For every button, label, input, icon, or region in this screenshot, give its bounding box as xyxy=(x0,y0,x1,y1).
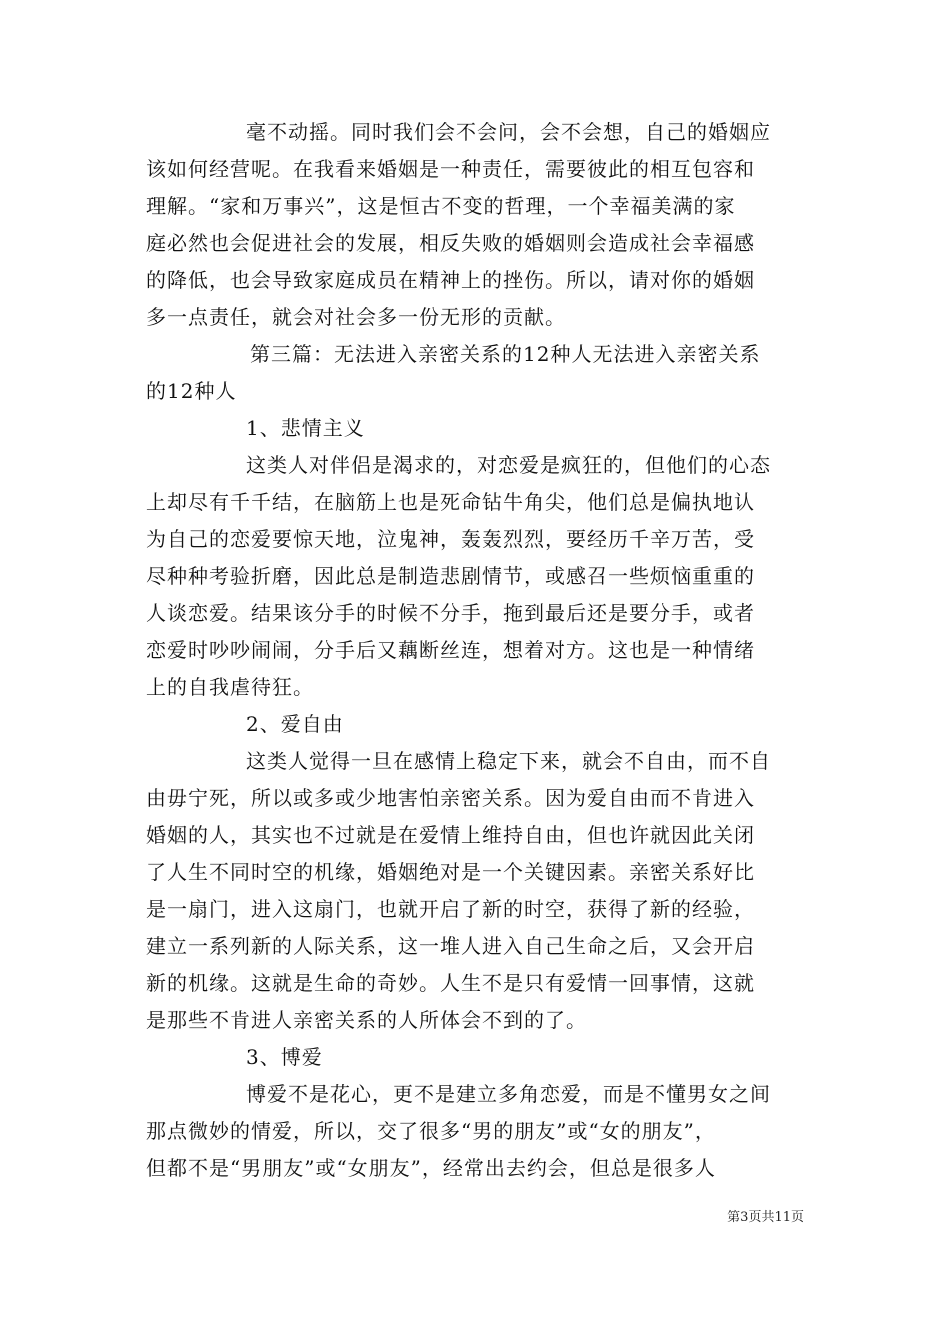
paragraph xyxy=(146,447,806,706)
section-heading xyxy=(146,336,806,410)
text-line: 理解。“家和万事兴”，这是恒古不变的哲理，一个幸福美满的家 xyxy=(146,194,736,218)
text-line: 的降低，也会导致家庭成员在精神上的挫伤。所以，请对你的婚姻 xyxy=(146,268,755,292)
text-line: 1、悲情主义 xyxy=(246,416,365,440)
text-line: 博爱不是花心，更不是建立多角恋爱，而是不懂男女之间 xyxy=(246,1082,771,1106)
list-heading xyxy=(146,706,806,743)
text-line: 2、爱自由 xyxy=(246,712,344,736)
text-line: 这类人觉得一旦在感情上稳定下来，就会不自由，而不自 xyxy=(246,749,771,773)
list-heading xyxy=(146,1039,806,1076)
text-line: 为自己的恋爱要惊天地，泣鬼神，轰轰烈烈，要经历千辛万苦，受 xyxy=(146,527,755,551)
page-number-footer: 第3页共11页 xyxy=(727,1210,804,1225)
text-line: 尽种种考验折磨，因此总是制造悲剧情节，或感召一些烦恼重重的 xyxy=(146,564,755,588)
text-line: 第三篇：无法进入亲密关系的12种人无法进入亲密关系 xyxy=(250,342,761,366)
text-line: 是一扇门，进入这扇门，也就开启了新的时空，获得了新的经验， xyxy=(146,897,755,921)
text-line: 人谈恋爱。结果该分手的时候不分手，拖到最后还是要分手，或者 xyxy=(146,601,755,625)
list-heading xyxy=(146,410,806,447)
text-line: 多一点责任，就会对社会多一份无形的贡献。 xyxy=(146,305,566,329)
text-line: 3、博爱 xyxy=(246,1045,323,1069)
text-line: 婚姻的人，其实也不过就是在爱情上维持自由，但也许就因此关闭 xyxy=(146,823,755,847)
text-line: 由毋宁死，所以或多或少地害怕亲密关系。因为爱自由而不肯进入 xyxy=(146,786,755,810)
body-text xyxy=(146,114,806,1187)
text-line: 了人生不同时空的机缘，婚姻绝对是一个关键因素。亲密关系好比 xyxy=(146,860,755,884)
paragraph xyxy=(146,743,806,1039)
text-line: 上却尽有千千结，在脑筋上也是死命钻牛角尖，他们总是偏执地认 xyxy=(146,490,755,514)
text-line: 新的机缘。这就是生命的奇妙。人生不是只有爱情一回事情，这就 xyxy=(146,971,755,995)
text-line: 的12种人 xyxy=(146,379,237,403)
text-line: 那点微妙的情爱，所以，交了很多“男的朋友”或“女的朋友”， xyxy=(146,1119,716,1143)
text-line: 但都不是“男朋友”或“女朋友”，经常出去约会，但总是很多人 xyxy=(146,1156,716,1180)
paragraph xyxy=(146,1076,806,1187)
text-line: 是那些不肯进人亲密关系的人所体会不到的了。 xyxy=(146,1008,587,1032)
text-line: 恋爱时吵吵闹闹，分手后又藕断丝连，想着对方。这也是一种情绪 xyxy=(146,638,755,662)
text-line: 建立一系列新的人际关系，这一堆人进入自己生命之后，又会开启 xyxy=(146,934,755,958)
text-line: 这类人对伴侣是渴求的，对恋爱是疯狂的，但他们的心态 xyxy=(246,453,771,477)
text-line: 该如何经营呢。在我看来婚姻是一种责任，需要彼此的相互包容和 xyxy=(146,157,755,181)
text-line: 庭必然也会促进社会的发展，相反失败的婚姻则会造成社会幸福感 xyxy=(146,231,755,255)
text-line: 上的自我虐待狂。 xyxy=(146,675,314,699)
text-line: 毫不动摇。同时我们会不会问，会不会想，自己的婚姻应 xyxy=(246,120,771,144)
paragraph xyxy=(146,114,806,336)
